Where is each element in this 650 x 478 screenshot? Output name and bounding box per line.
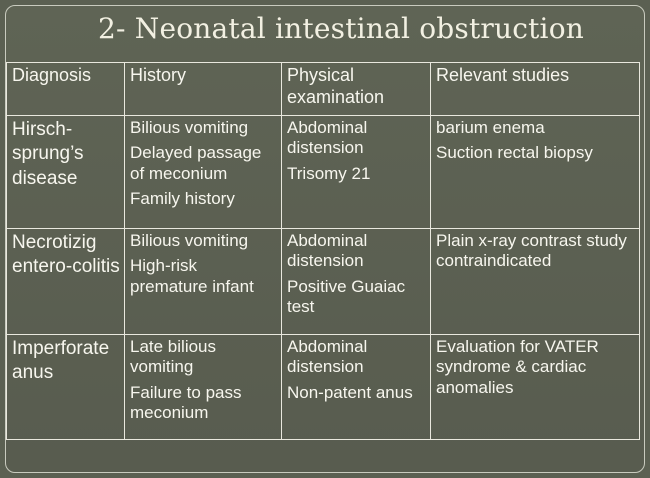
diagnosis-cell: Necrotizig entero-colitis (7, 229, 125, 335)
exam-cell (282, 335, 431, 440)
table-row (7, 116, 640, 229)
history-cell (125, 229, 282, 335)
studies-cell (431, 229, 640, 335)
history-item: Delayed passage of meconium (130, 143, 262, 183)
history-item: Bilious vomiting (130, 231, 249, 250)
history-item: High-risk premature infant (130, 256, 254, 296)
diagnosis-cell: Imperforate anus (7, 335, 125, 440)
exam-cell (282, 229, 431, 335)
table-row (7, 335, 640, 440)
history-item: Late bilious vomiting (130, 337, 217, 377)
table-row (7, 229, 640, 335)
header-history: History (125, 63, 282, 116)
history-item: Failure to pass meconium (130, 382, 242, 423)
history-cell (125, 116, 282, 229)
header-diagnosis: Diagnosis (7, 63, 125, 116)
header-relevant-studies: Relevant studies (431, 63, 640, 116)
exam-item: Positive Guaiac test (287, 276, 406, 317)
history-item: Family history (130, 189, 235, 209)
diagnosis-cell: Hirsch-sprung’s disease (7, 116, 125, 229)
history-cell (125, 335, 282, 440)
table-header-row (7, 63, 640, 116)
exam-item: Abdominal distension (287, 231, 368, 271)
study-item: Evaluation for VATER syndrome & cardiac anomalies (436, 337, 599, 397)
study-item: Plain x-ray contrast study contraindicated (436, 231, 627, 271)
exam-item: Abdominal distension (287, 118, 368, 158)
studies-cell (431, 335, 640, 440)
diagnosis-table (6, 62, 640, 440)
slide-title: 2- Neonatal intestinal obstruction (98, 12, 584, 45)
exam-cell (282, 116, 431, 229)
exam-item: Abdominal distension (287, 337, 368, 377)
exam-item: Trisomy 21 (287, 163, 371, 183)
studies-cell (431, 116, 640, 229)
study-item: barium enema (436, 118, 545, 137)
header-physical-examination: Physical examination (282, 63, 431, 116)
history-item: Bilious vomiting (130, 118, 249, 137)
exam-item: Non-patent anus (287, 382, 413, 402)
study-item: Suction rectal biopsy (436, 143, 593, 163)
